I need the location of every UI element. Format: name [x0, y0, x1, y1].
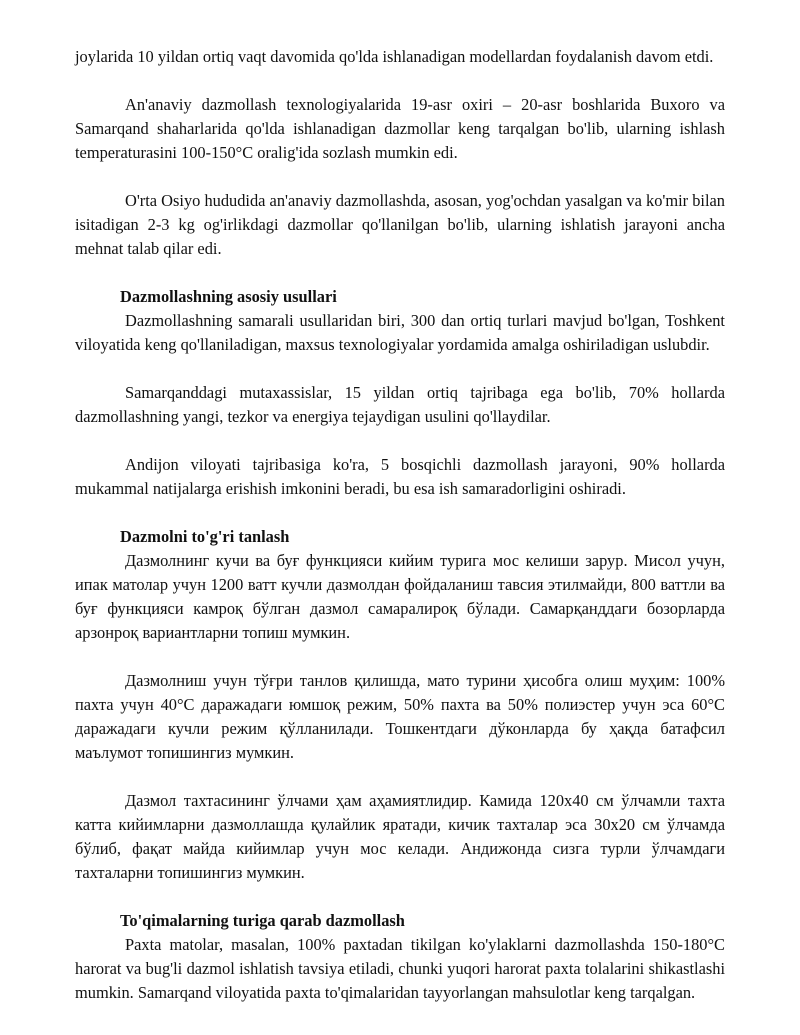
- paragraph: Paxta matolar, masalan, 100% paxtadan tikilgan ko'ylaklarni dazmollashda 150-180°C harorat va bug'li dazmol ishlatish tavsiya etiladi, chunki yuqori harorat paxta tolalarini shikastlashi mumkin. Samarqand viloyatida paxta to'qimalaridan tayyorlangan mahsulotlar keng tarqalgan.: [75, 935, 725, 1002]
- paragraph-gap: [75, 261, 725, 285]
- document-page: [75, 45, 725, 1005]
- paragraph: joylarida 10 yildan ortiq vaqt davomida qo'lda ishlanadigan modellardan foydalanish davom etdi.: [75, 47, 714, 66]
- paragraph: An'anaviy dazmollash texnologiyalarida 19-asr oxiri – 20-asr boshlarida Buxoro va Samarqand shaharlarida qo'lda ishlanadigan dazmollar keng tarqalgan bo'lib, ularning ishlash temperaturasini 100-150°C oralig'ida sozlash mumkin edi.: [75, 95, 725, 162]
- paragraph-gap: [75, 165, 725, 189]
- paragraph-gap: [75, 885, 725, 909]
- paragraph: Дазмолниш учун тўғри танлов қилишда, мато турини ҳисобга олиш муҳим: 100% пахта учун 40°С даражадаги юмшоқ режим, 50% пахта ва 50% полиэстер учун эса 60°С даражадаги кучли режим қўлланилади. Тошкентдаги дўконларда бу ҳақда батафсил маълумот топишингиз мумкин.: [75, 671, 725, 762]
- paragraph-gap: [75, 69, 725, 93]
- paragraph: Samarqanddagi mutaxassislar, 15 yildan ortiq tajribaga ega bo'lib, 70% hollarda dazmollashning yangi, tezkor va energiya tejaydigan usulini qo'llaydilar.: [75, 383, 725, 426]
- paragraph-gap: [75, 645, 725, 669]
- paragraph: Andijon viloyati tajribasiga ko'ra, 5 bosqichli dazmollash jarayoni, 90% hollarda mukammal natijalarga erishish imkonini beradi, bu esa ish samaradorligini oshiradi.: [75, 455, 725, 498]
- paragraph: Дазмолнинг кучи ва буғ функцияси кийим турига мос келиши зарур. Мисол учун, ипак матолар учун 1200 ватт кучли дазмолдан фойдаланиш тавсия этилмайди, 800 ваттли ва буғ функцияси камроқ бўлган дазмол самаралироқ бўлади. Самарқанддаги бозорларда арзонроқ вариантларни топиш мумкин.: [75, 551, 725, 642]
- paragraph-gap: [75, 765, 725, 789]
- paragraph: Дазмол тахтасининг ўлчами ҳам аҳамиятлидир. Камида 120x40 см ўлчамли тахта катта кийимларни дазмоллашда қулайлик яратади, кичик тахталар эса 30x20 см ўлчамда бўлиб, фақат майда кийимлар учун мос келади. Андижонда сизга турли ўлчамдаги тахталарни топишингиз мумкин.: [75, 791, 725, 882]
- paragraph-gap: [75, 501, 725, 525]
- section-heading: Dazmolni to'g'ri tanlash: [120, 527, 290, 546]
- paragraph-gap: [75, 429, 725, 453]
- paragraph: O'rta Osiyo hududida an'anaviy dazmollashda, asosan, yog'ochdan yasalgan va ko'mir bilan isitadigan 2-3 kg og'irlikdagi dazmollar qo'llanilgan bo'lib, ularning ishlatish jarayoni ancha mehnat talab qilar edi.: [75, 191, 725, 258]
- paragraph: Dazmollashning samarali usullaridan biri, 300 dan ortiq turlari mavjud bo'lgan, Toshkent viloyatida keng qo'llaniladigan, maxsus texnologiyalar yordamida amalga oshiriladigan uslubdir.: [75, 311, 725, 354]
- paragraph-gap: [75, 357, 725, 381]
- section-heading: Dazmollashning asosiy usullari: [120, 287, 337, 306]
- section-heading: To'qimalarning turiga qarab dazmollash: [120, 911, 405, 930]
